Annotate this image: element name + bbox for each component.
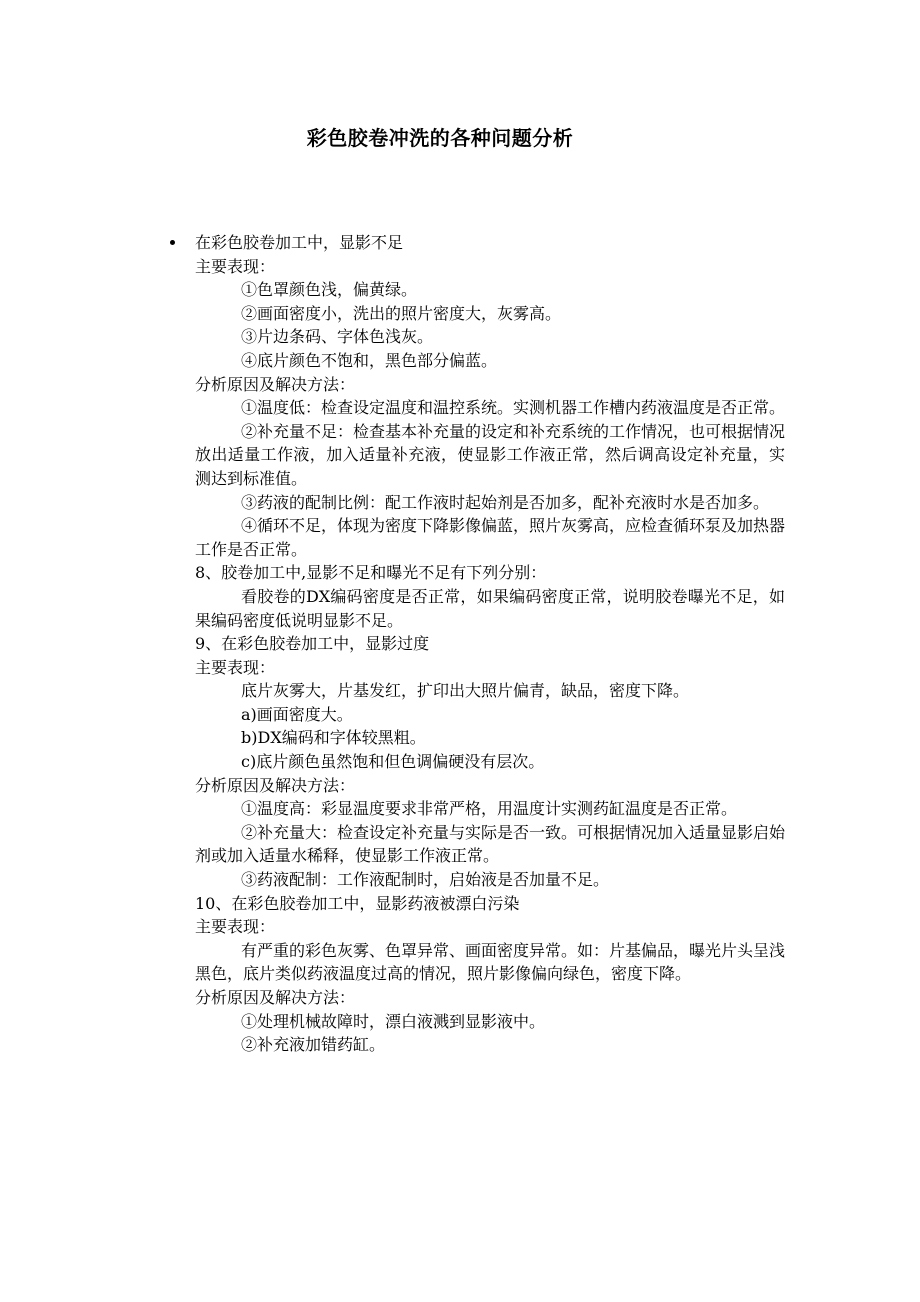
subheading: 分析原因及解决方法： (195, 374, 356, 394)
list-item: 底片灰雾大，片基发红，扩印出大照片偏青，缺品，密度下降。 (241, 681, 690, 701)
paragraph: 看胶卷的DX编码密度是否正常，如果编码密度正常，说明胶卷曝光不足，如果编码密度低说明显影不足。 (195, 586, 785, 630)
paragraph: ④循环不足，体现为密度下降影像偏蓝，照片灰雾高，应检查循环泵及加热器工作是否正常。 (195, 516, 786, 559)
list-item: ③片边条码、字体色浅灰。 (241, 327, 434, 347)
subheading: 分析原因及解决方法： (195, 775, 356, 795)
subheading: 主要表现： (195, 256, 276, 276)
list-item: c)底片颜色虽然饱和但色调偏硬没有层次。 (241, 752, 545, 772)
paragraph: ①温度低：检查设定温度和温控系统。实测机器工作槽内药液温度是否正常。 (241, 398, 786, 418)
paragraph: ②补充量不足：检查基本补充量的设定和补充系统的工作情况，也可根据情况放出适量工作液，加入适量补充液，使显影工作液正常，然后调高设定补充量，实测达到标准值。 (195, 421, 786, 488)
bullet-dot-icon (170, 240, 175, 245)
document-title: 彩色胶卷冲洗的各种问题分析 (306, 126, 574, 150)
document-body (195, 231, 785, 1057)
section-heading: 9、在彩色胶卷加工中，显影过度 (195, 634, 430, 654)
list-item: ①色罩颜色浅，偏黄绿。 (241, 280, 418, 300)
list-item: a)画面密度大。 (241, 704, 353, 724)
section-heading: 8、胶卷加工中,显影不足和曝光不足有下列分别： (195, 563, 547, 583)
list-item: ②补充液加错药缸。 (241, 1035, 386, 1055)
list-item: ②画面密度小，洗出的照片密度大，灰雾高。 (241, 303, 562, 323)
paragraph: 有严重的彩色灰雾、色罩异常、画面密度异常。如：片基偏品，曝光片头呈浅黑色，底片类似药液温度过高的情况，照片影像偏向绿色，密度下降。 (195, 940, 786, 984)
section-heading: 在彩色胶卷加工中，显影不足 (195, 233, 404, 252)
section-heading: 10、在彩色胶卷加工中，显影药液被漂白污染 (195, 893, 520, 913)
list-item: ①处理机械故障时，漂白液溅到显影液中。 (241, 1011, 546, 1031)
paragraph: ②补充量大：检查设定补充量与实际是否一致。可根据情况加入适量显影启始剂或加入适量水稀释，使显影工作液正常。 (195, 822, 786, 866)
list-item: ③药液配制：工作液配制时，启始液是否加量不足。 (241, 870, 610, 890)
list-item: ④底片颜色不饱和，黑色部分偏蓝。 (241, 350, 498, 370)
paragraph: ①温度高：彩显温度要求非常严格，用温度计实测药缸温度是否正常。 (241, 799, 738, 819)
subheading: 主要表现： (195, 657, 276, 677)
bullet-item (195, 231, 785, 255)
subheading: 分析原因及解决方法： (195, 988, 356, 1007)
list-item: b)DX编码和字体较黑粗。 (241, 728, 426, 748)
paragraph: ③药液的配制比例：配工作液时起始剂是否加多，配补充液时水是否加多。 (241, 492, 770, 512)
subheading: 主要表现： (195, 917, 276, 937)
